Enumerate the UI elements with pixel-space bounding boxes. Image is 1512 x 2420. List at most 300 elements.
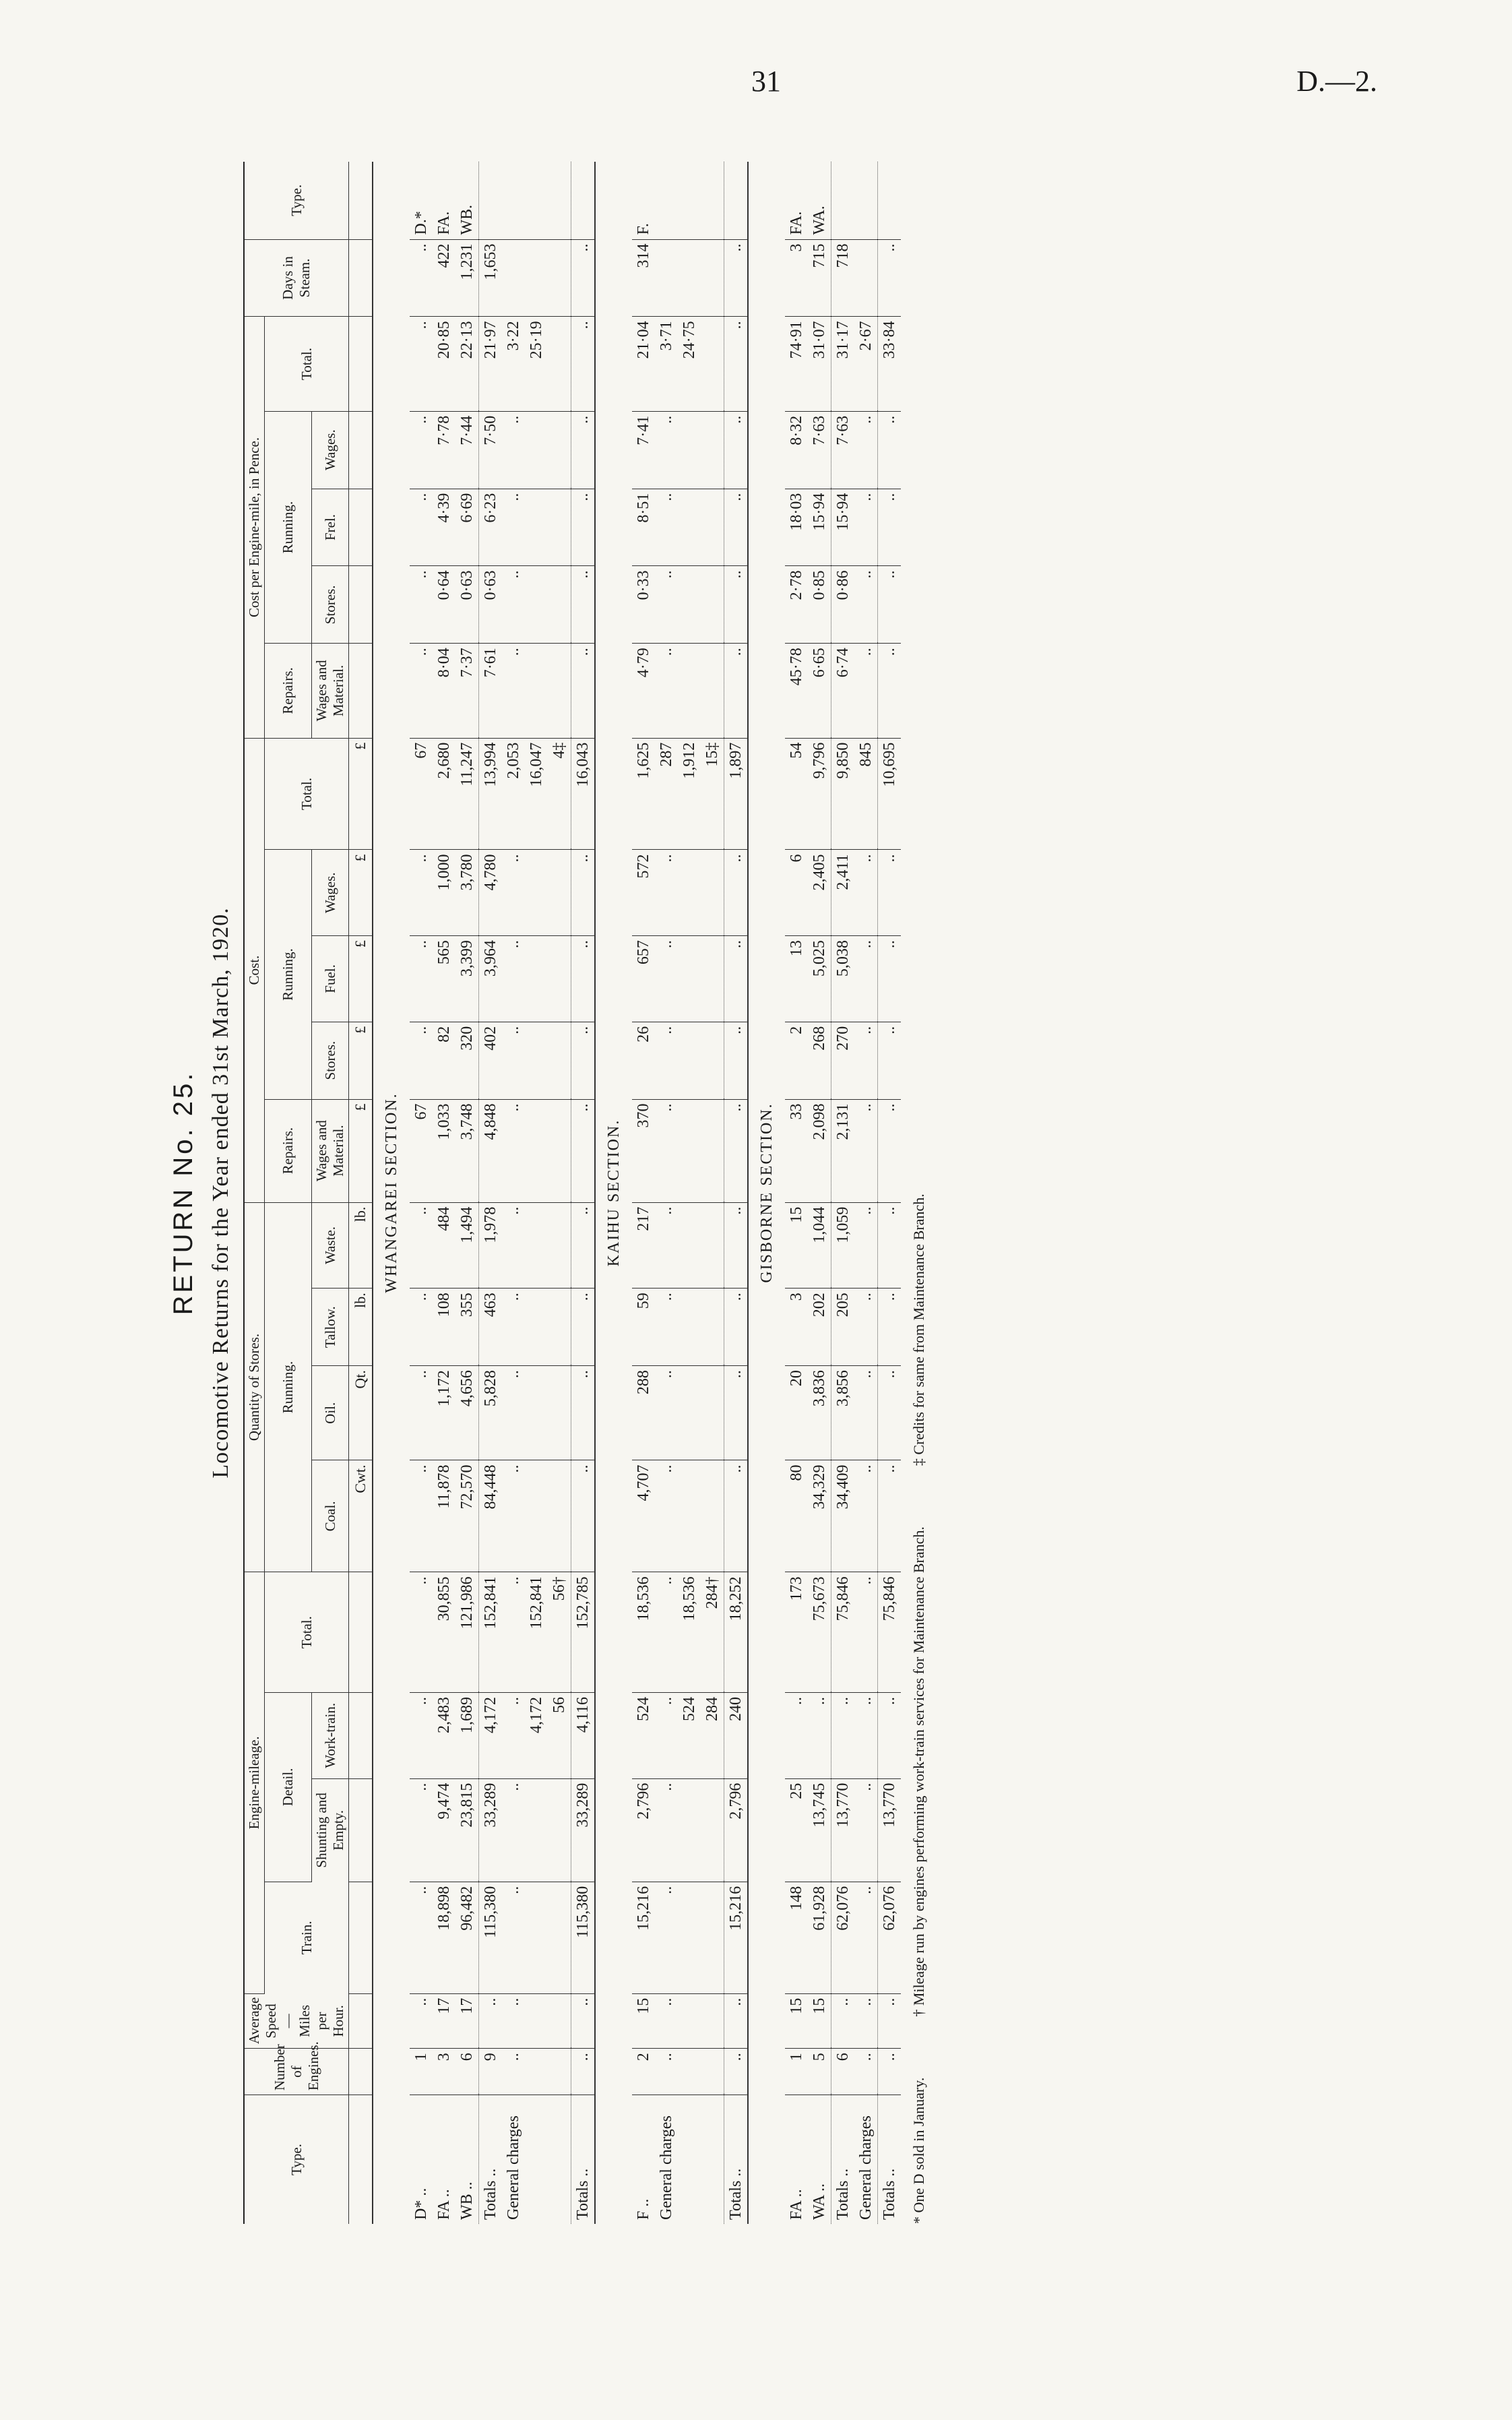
table-cell: .. — [571, 1366, 596, 1460]
table-cell: .. — [571, 936, 596, 1022]
table-cell: .. — [502, 936, 525, 1022]
table-row — [724, 162, 749, 2224]
table-cell: 268 — [808, 1022, 831, 1099]
table-cell: .. — [724, 411, 749, 489]
header-cost: Cost. — [244, 738, 265, 1202]
table-cell — [678, 1366, 701, 1460]
table-cell: 75,846 — [878, 1572, 902, 1693]
table-row — [410, 162, 433, 2224]
table-cell: 7·61 — [479, 644, 503, 738]
document-reference: D.—2. — [1296, 65, 1377, 98]
table-cell: 2,483 — [433, 1692, 455, 1778]
table-cell: 845 — [854, 738, 878, 850]
header-average-speed: Average Speed—Miles per Hour. — [244, 1993, 349, 2049]
table-cell — [548, 317, 571, 411]
table-cell: 7·37 — [455, 644, 479, 738]
table-cell — [701, 1460, 724, 1572]
table-cell: 173 — [785, 1572, 808, 1693]
table-cell: .. — [410, 644, 433, 738]
table-cell: .. — [502, 850, 525, 936]
table-cell: .. — [724, 239, 749, 317]
table-cell — [701, 1366, 724, 1460]
table-cell: 45·78 — [785, 644, 808, 738]
table-cell: .. — [410, 1202, 433, 1289]
table-cell: 17 — [455, 1993, 479, 2049]
table-cell: 115,380 — [571, 1882, 596, 1993]
table-cell: .. — [571, 489, 596, 566]
table-cell: 13,770 — [878, 1778, 902, 1882]
table-cell — [655, 162, 678, 239]
table-cell: .. — [655, 1778, 678, 1882]
table-cell: 2,680 — [433, 738, 455, 850]
table-cell: .. — [410, 1366, 433, 1460]
table-cell — [502, 239, 525, 317]
row-type-label: FA .. — [788, 2189, 805, 2220]
table-cell: .. — [655, 936, 678, 1022]
table-cell: .. — [502, 1778, 525, 1882]
table-cell: .. — [655, 850, 678, 936]
table-cell: .. — [571, 2049, 596, 2095]
header-work-train: Work-train. — [312, 1692, 349, 1778]
row-type-label — [525, 2095, 548, 2224]
table-cell: 718 — [831, 239, 855, 317]
table-cell: .. — [878, 1289, 902, 1366]
table-cell: .. — [410, 1882, 433, 1993]
row-type-label: WA .. — [811, 2183, 828, 2220]
table-cell: .. — [724, 1099, 749, 1202]
table-cell — [701, 162, 724, 239]
header-permile-wages: Wages. — [312, 411, 349, 489]
table-cell — [548, 239, 571, 317]
table-cell: .. — [655, 644, 678, 738]
table-row — [571, 162, 596, 2224]
table-cell: 3·22 — [502, 317, 525, 411]
table-cell: .. — [854, 1366, 878, 1460]
table-cell: 5,038 — [831, 936, 855, 1022]
table-cell: 15,216 — [632, 1882, 655, 1993]
table-cell: 108 — [433, 1289, 455, 1366]
table-cell — [701, 1993, 724, 2049]
table-cell: .. — [571, 1202, 596, 1289]
table-cell: .. — [724, 2049, 749, 2095]
table-cell: 1,494 — [455, 1202, 479, 1289]
table-cell: 6·69 — [455, 489, 479, 566]
table-cell: .. — [724, 566, 749, 644]
table-row — [525, 162, 548, 2224]
table-cell: 16,047 — [525, 738, 548, 850]
table-cell: 4,780 — [479, 850, 503, 936]
table-cell: 3,964 — [479, 936, 503, 1022]
table-cell: 13 — [785, 936, 808, 1022]
table-cell — [525, 489, 548, 566]
table-cell — [678, 1778, 701, 1882]
table-cell: 31·07 — [808, 317, 831, 411]
table-cell: .. — [878, 1366, 902, 1460]
return-title: RETURN No. 25. — [168, 1070, 198, 1315]
table-cell: 4,707 — [632, 1460, 655, 1572]
table-cell: 3,836 — [808, 1366, 831, 1460]
table-cell: .. — [410, 1460, 433, 1572]
header-cost-running: Running. — [265, 850, 312, 1099]
table-cell: 715 — [808, 239, 831, 317]
unit-cell: Cwt. — [349, 1460, 373, 1572]
table-cell: .. — [854, 1289, 878, 1366]
table-cell: .. — [878, 1993, 902, 2049]
table-cell — [678, 1022, 701, 1099]
table-cell: 7·78 — [433, 411, 455, 489]
table-cell — [701, 936, 724, 1022]
table-cell: 270 — [831, 1022, 855, 1099]
table-cell: 1,044 — [808, 1202, 831, 1289]
table-cell: .. — [502, 489, 525, 566]
table-cell: .. — [502, 1202, 525, 1289]
table-cell: 524 — [632, 1692, 655, 1778]
table-cell: 9,474 — [433, 1778, 455, 1882]
table-cell — [701, 1778, 724, 1882]
table-cell: 80 — [785, 1460, 808, 1572]
table-cell: 0·63 — [479, 566, 503, 644]
table-cell — [701, 317, 724, 411]
table-cell: .. — [655, 2049, 678, 2095]
table-cell: .. — [410, 489, 433, 566]
header-days-in-steam: Days in Steam. — [244, 239, 349, 317]
table-cell — [678, 1202, 701, 1289]
table-row — [878, 162, 902, 2224]
table-cell: .. — [878, 411, 902, 489]
unit-cell: £ — [349, 1099, 373, 1202]
table-cell: 1,000 — [433, 850, 455, 936]
row-type-label: Totals .. — [479, 2095, 503, 2224]
table-cell: 6 — [455, 2049, 479, 2095]
table-cell — [655, 239, 678, 317]
table-cell: 4,116 — [571, 1692, 596, 1778]
table-cell: .. — [571, 411, 596, 489]
rotated-table-block — [168, 162, 1381, 2224]
table-cell: 21·97 — [479, 317, 503, 411]
table-cell: 13,994 — [479, 738, 503, 850]
table-cell: F. — [632, 162, 655, 239]
table-cell: 657 — [632, 936, 655, 1022]
table-cell: .. — [724, 1366, 749, 1460]
footnote: † Mileage run by engines performing work-train services for Maintenance Branch. — [910, 1526, 927, 2017]
table-cell: 2 — [785, 1022, 808, 1099]
table-cell: 6 — [785, 850, 808, 936]
table-cell: 4,172 — [525, 1692, 548, 1778]
row-type-label: WB .. — [458, 2181, 476, 2220]
table-cell — [525, 936, 548, 1022]
table-cell: 4·39 — [433, 489, 455, 566]
table-cell: 11,878 — [433, 1460, 455, 1572]
table-cell: 13,770 — [831, 1778, 855, 1882]
row-type-label: Totals .. — [724, 2095, 749, 2224]
table-cell: .. — [724, 850, 749, 936]
table-cell: 152,785 — [571, 1572, 596, 1693]
table-cell: 56† — [548, 1572, 571, 1693]
table-cell — [678, 1460, 701, 1572]
table-cell — [548, 1022, 571, 1099]
table-row — [831, 162, 855, 2224]
table-cell: 240 — [724, 1692, 749, 1778]
table-cell: 370 — [632, 1099, 655, 1202]
table-cell: .. — [878, 1692, 902, 1778]
table-cell: 34,329 — [808, 1460, 831, 1572]
table-cell: .. — [655, 1022, 678, 1099]
row-type-label — [701, 2095, 724, 2224]
table-cell: 74·91 — [785, 317, 808, 411]
table-cell: 2,098 — [808, 1099, 831, 1202]
table-cell: .. — [854, 411, 878, 489]
row-type-label: D* .. — [412, 2188, 430, 2220]
table-cell: .. — [479, 1993, 503, 2049]
table-cell — [525, 1882, 548, 1993]
table-cell — [525, 1099, 548, 1202]
header-train: Train. — [265, 1882, 349, 1993]
table-cell: 320 — [455, 1022, 479, 1099]
table-cell — [548, 1202, 571, 1289]
table-cell: 205 — [831, 1289, 855, 1366]
table-cell: .. — [854, 1460, 878, 1572]
row-type-label: Totals .. — [571, 2095, 596, 2224]
units-row — [349, 162, 373, 2224]
table-cell: 565 — [433, 936, 455, 1022]
header-permile-frel: Frel. — [312, 489, 349, 566]
table-cell: .. — [655, 1882, 678, 1993]
table-cell — [548, 566, 571, 644]
table-cell: 8·51 — [632, 489, 655, 566]
header-waste: Waste. — [312, 1202, 349, 1289]
table-cell: 59 — [632, 1289, 655, 1366]
table-cell: 4,172 — [479, 1692, 503, 1778]
table-cell: .. — [854, 1993, 878, 2049]
table-cell: .. — [655, 1692, 678, 1778]
table-cell: .. — [410, 1022, 433, 1099]
table-cell: .. — [502, 1099, 525, 1202]
table-cell: 15,216 — [724, 1882, 749, 1993]
section-heading-row — [595, 162, 632, 2224]
table-cell: 284† — [701, 1572, 724, 1693]
table-cell: .. — [854, 1022, 878, 1099]
table-cell: 2,405 — [808, 850, 831, 936]
table-cell — [525, 1993, 548, 2049]
table-cell: 15 — [808, 1993, 831, 2049]
table-cell: .. — [724, 936, 749, 1022]
table-cell: 9,796 — [808, 738, 831, 850]
table-cell: 62,076 — [878, 1882, 902, 1993]
table-cell: 3 — [785, 239, 808, 317]
table-cell — [678, 411, 701, 489]
header-detail: Detail. — [265, 1692, 312, 1882]
table-cell: 7·44 — [455, 411, 479, 489]
table-cell — [854, 239, 878, 317]
table-cell: 75,673 — [808, 1572, 831, 1693]
table-cell: .. — [502, 1993, 525, 2049]
table-cell: .. — [502, 1289, 525, 1366]
table-cell: 84,448 — [479, 1460, 503, 1572]
header-tallow: Tallow. — [312, 1289, 349, 1366]
header-cost-stores: Stores. — [312, 1022, 349, 1099]
header-permile-repairs: Repairs. — [265, 644, 312, 738]
table-cell: 21·04 — [632, 317, 655, 411]
header-cost-per-engine-mile: Cost per Engine-mile, in Pence. — [244, 317, 265, 738]
table-cell: .. — [724, 317, 749, 411]
table-cell: .. — [410, 1572, 433, 1693]
table-cell: 33 — [785, 1099, 808, 1202]
table-cell: 62,076 — [831, 1882, 855, 1993]
header-cost-fuel: Fuel. — [312, 936, 349, 1022]
table-cell: .. — [410, 1289, 433, 1366]
table-cell — [525, 1202, 548, 1289]
table-cell: 1,897 — [724, 738, 749, 850]
table-cell — [525, 162, 548, 239]
table-cell: .. — [878, 1099, 902, 1202]
table-cell — [548, 162, 571, 239]
table-cell: D.* — [410, 162, 433, 239]
table-cell: 217 — [632, 1202, 655, 1289]
table-cell — [678, 850, 701, 936]
table-cell — [701, 411, 724, 489]
table-cell: 7·41 — [632, 411, 655, 489]
table-cell — [548, 1099, 571, 1202]
table-cell: .. — [410, 850, 433, 936]
table-cell: 16,043 — [571, 738, 596, 850]
table-cell — [878, 162, 902, 239]
table-cell: 15 — [785, 1993, 808, 2049]
table-cell: .. — [854, 2049, 878, 2095]
table-cell — [701, 1882, 724, 1993]
table-cell — [525, 1460, 548, 1572]
section-heading-row — [373, 162, 410, 2224]
table-cell: 72,570 — [455, 1460, 479, 1572]
table-cell: 4·79 — [632, 644, 655, 738]
table-cell — [548, 1778, 571, 1882]
table-cell: .. — [410, 411, 433, 489]
table-cell: .. — [571, 317, 596, 411]
table-cell: .. — [878, 1022, 902, 1099]
table-cell: 18·03 — [785, 489, 808, 566]
table-cell: .. — [854, 936, 878, 1022]
unit-cell: £ — [349, 850, 373, 936]
table-cell: 1,912 — [678, 738, 701, 850]
header-mileage-total: Total. — [265, 1572, 349, 1693]
table-cell: .. — [724, 1993, 749, 2049]
unit-cell: lb. — [349, 1202, 373, 1289]
header-cost-wages: Wages. — [312, 850, 349, 936]
table-cell — [701, 566, 724, 644]
table-cell: 5 — [808, 2049, 831, 2095]
table-cell: 2,053 — [502, 738, 525, 850]
table-cell: .. — [854, 1692, 878, 1778]
table-cell: 7·63 — [831, 411, 855, 489]
table-cell: .. — [854, 566, 878, 644]
table-cell: 6·65 — [808, 644, 831, 738]
table-cell — [678, 1099, 701, 1202]
table-cell: 75,846 — [831, 1572, 855, 1693]
row-type-label: FA .. — [435, 2189, 453, 2220]
table-cell — [525, 1289, 548, 1366]
table-cell: .. — [571, 644, 596, 738]
table-cell: 10,695 — [878, 738, 902, 850]
table-cell: .. — [410, 317, 433, 411]
table-cell: .. — [502, 1572, 525, 1693]
table-cell: 284 — [701, 1692, 724, 1778]
table-cell: .. — [502, 644, 525, 738]
table-row — [785, 162, 808, 2224]
table-cell: .. — [878, 1460, 902, 1572]
table-cell: 1,172 — [433, 1366, 455, 1460]
table-cell: 1,978 — [479, 1202, 503, 1289]
table-cell: 1,033 — [433, 1099, 455, 1202]
table-row — [701, 162, 724, 2224]
table-cell: 26 — [632, 1022, 655, 1099]
row-type-label: Totals .. — [831, 2095, 855, 2224]
table-cell: 30,855 — [433, 1572, 455, 1693]
table-cell: 4,656 — [455, 1366, 479, 1460]
table-cell: 2·78 — [785, 566, 808, 644]
header-coal: Coal. — [312, 1460, 349, 1572]
table-cell: FA. — [785, 162, 808, 239]
table-cell: 18,536 — [678, 1572, 701, 1693]
section-heading: GISBORNE SECTION. — [748, 162, 785, 2224]
table-cell: 0·63 — [455, 566, 479, 644]
table-cell: 3,856 — [831, 1366, 855, 1460]
table-cell: 1 — [785, 2049, 808, 2095]
row-type-label — [548, 2095, 571, 2224]
table-cell — [525, 850, 548, 936]
table-row — [502, 162, 525, 2224]
table-cell: .. — [655, 1099, 678, 1202]
table-cell — [678, 489, 701, 566]
table-cell: .. — [878, 566, 902, 644]
unit-cell: Qt. — [349, 1366, 373, 1460]
table-cell — [678, 936, 701, 1022]
header-stores-running: Running. — [265, 1202, 312, 1572]
table-cell — [548, 489, 571, 566]
table-cell: 3·71 — [655, 317, 678, 411]
table-cell: .. — [571, 1460, 596, 1572]
table-cell: 2,411 — [831, 850, 855, 936]
table-cell: 3,780 — [455, 850, 479, 936]
table-cell — [548, 2049, 571, 2095]
table-cell: 15·94 — [831, 489, 855, 566]
table-cell: .. — [502, 1460, 525, 1572]
table-row — [548, 162, 571, 2224]
table-cell: 23,815 — [455, 1778, 479, 1882]
table-cell: 6 — [831, 2049, 855, 2095]
table-cell — [525, 411, 548, 489]
table-cell — [548, 1882, 571, 1993]
table-cell: 20 — [785, 1366, 808, 1460]
table-cell: .. — [831, 1692, 855, 1778]
table-cell: 402 — [479, 1022, 503, 1099]
table-cell: 1,689 — [455, 1692, 479, 1778]
table-cell: 3,748 — [455, 1099, 479, 1202]
table-cell — [571, 162, 596, 239]
row-type-label: F .. — [635, 2198, 652, 2220]
table-cell: .. — [571, 850, 596, 936]
table-cell — [548, 1289, 571, 1366]
table-cell — [701, 2049, 724, 2095]
table-row — [455, 162, 479, 2224]
table-cell: .. — [878, 1202, 902, 1289]
table-cell: 355 — [455, 1289, 479, 1366]
table-cell — [525, 239, 548, 317]
table-cell — [678, 1882, 701, 1993]
table-cell: .. — [655, 1366, 678, 1460]
report-subtitle: Locomotive Returns for the Year ended 31st March, 1920. — [208, 907, 233, 1479]
table-cell: .. — [655, 489, 678, 566]
table-cell: 463 — [479, 1289, 503, 1366]
row-type-label: General charges — [658, 2115, 675, 2220]
